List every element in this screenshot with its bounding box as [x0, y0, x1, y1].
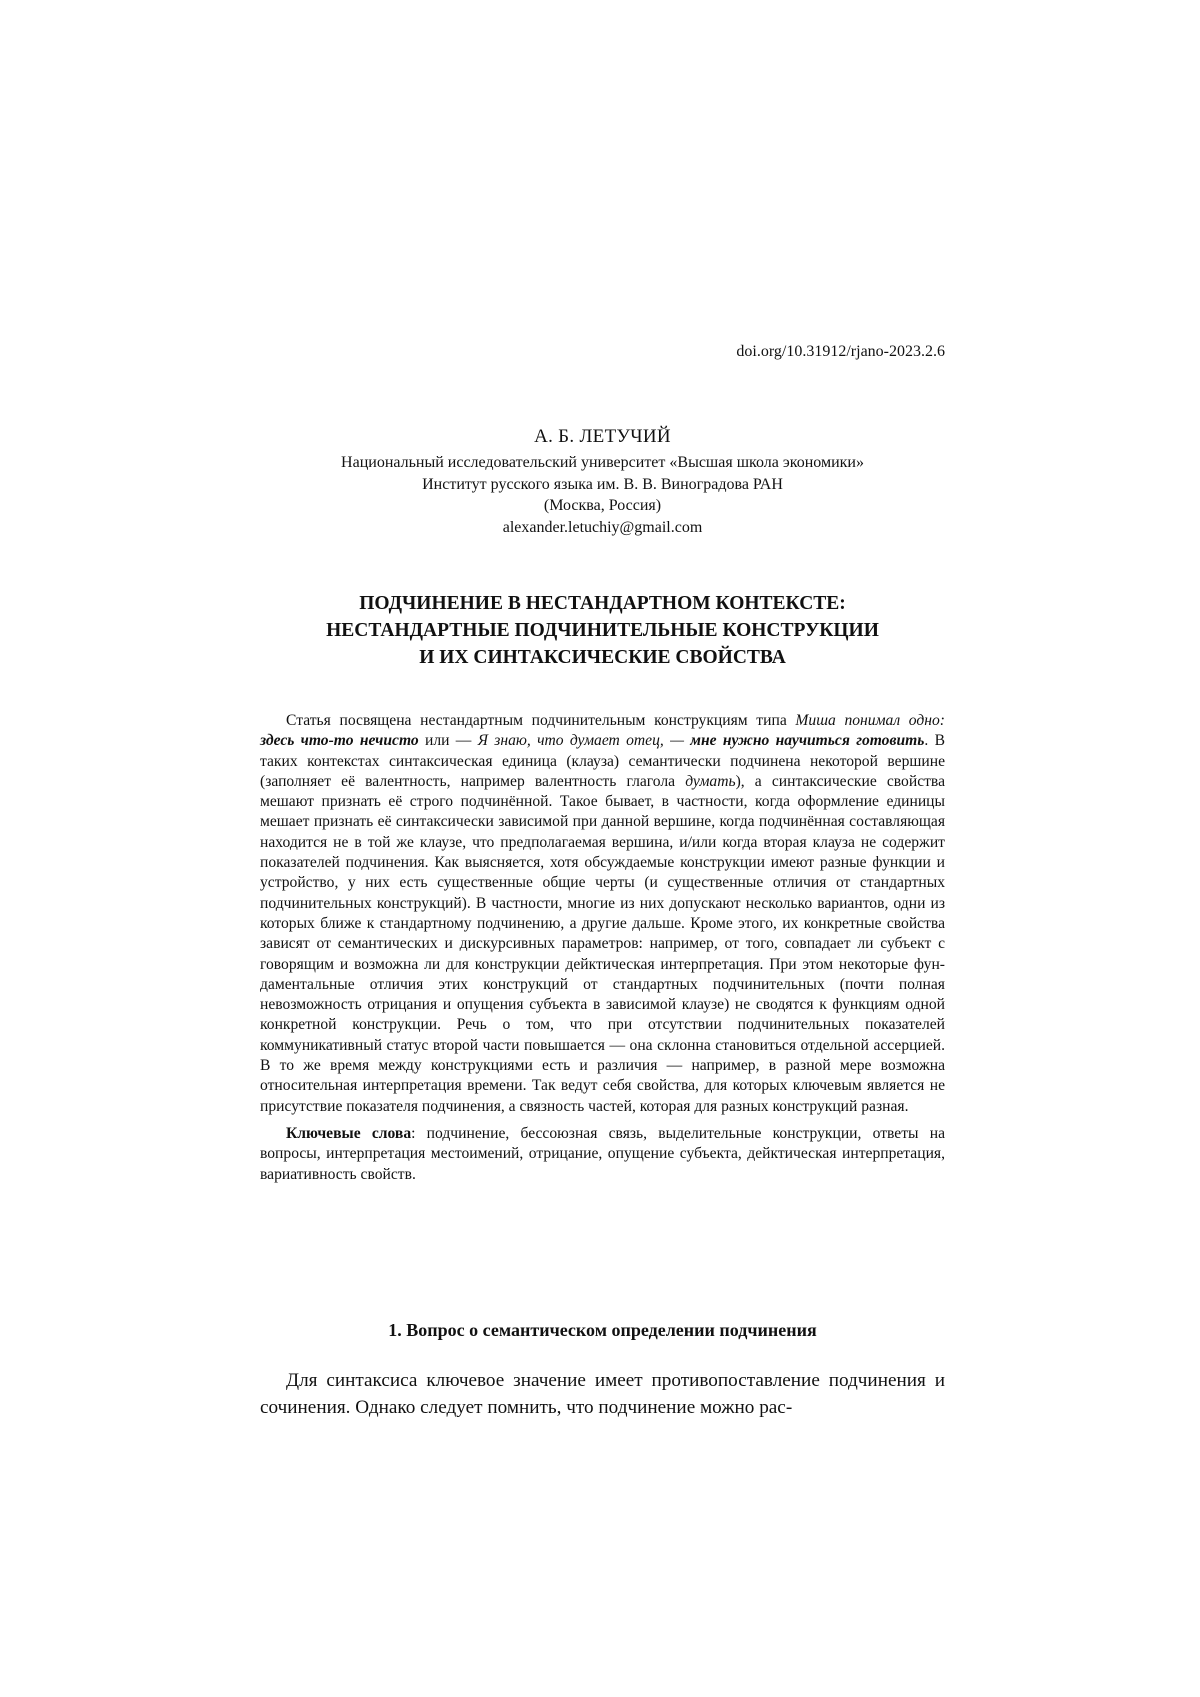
abstract-example-1: Миша понимал одно:	[795, 712, 945, 729]
title-line-3: И ИХ СИНТАКСИЧЕСКИЕ СВОЙСТВА	[419, 647, 786, 668]
doi-link[interactable]: doi.org/10.31912/rjano-2023.2.6	[736, 343, 945, 360]
author-email[interactable]: alexander.letuchiy@gmail.com	[502, 518, 703, 536]
abstract-example-2-emphasis: мне нужно научиться готовить	[690, 732, 925, 750]
abstract-text-4: ), а синтаксические свойства мешают признать её строго подчинённой. Такое бывает, в частности, когда оформление единицы мешает признать её синтаксически зависимой при данной вершине, когда подчинённая составляющая находится не в той же клаузе, что предполагаемая вершина, и/или когда вторая клауза не содержит показателей подчинения. Как выясняется, хотя обсуждаемые конструкции имеют разные функции и устройство, у них есть существенные общие черты (и существенные отличия от стандартных подчинительных конструкций). В частности, многие из них допускают несколько вариантов, одни из которых ближе к стандартному подчинению, а другие дальше. Кроме этого, их конкретные свойства зависят от семантических и дискурсивных параметров: например, от того, совпадает ли субъект с говорящим и возможна ли для конструкции дейктическая интерпретация. При этом некоторые фундаментальные отличия этих конструкций от стандартных подчинительных (почти полная невозможность отрицания и опущения субъекта в зависимой клаузе) не сводятся к функциям одной конкретной конструкции. Речь о том, что при отсутствии подчинительных показателей коммуникативный статус второй части повышается — она склонна становиться отдельной ассерцией. В то же время между конструкциями есть и различия — например, в разной мере возможна относительная интерпретация времени. Так ведут себя свойства, для которых ключевым является не присутствие показателя подчинения, а связность частей, которая для разных конструкций разная.	[260, 772, 946, 1115]
abstract-example-verb: думать	[685, 772, 736, 790]
title-line-1: ПОДЧИНЕНИЕ В НЕСТАНДАРТНОМ КОНТЕКСТЕ:	[359, 593, 846, 614]
keywords	[260, 1124, 945, 1185]
author-block	[260, 425, 945, 538]
abstract-example-1-emphasis: здесь что-то нечисто	[260, 732, 419, 750]
title-line-2: НЕСТАНДАРТНЫЕ ПОДЧИНИТЕЛЬНЫЕ КОНСТРУКЦИИ	[326, 620, 879, 641]
abstract-example-2: Я знаю, что думает отец, —	[477, 732, 691, 750]
abstract-text-1: Статья посвящена нестандартным подчинительным конструкциям типа	[286, 712, 796, 729]
author-location: (Москва, Россия)	[543, 497, 662, 514]
section-1-paragraph: Для синтаксиса ключевое значение имеет противопоставление подчинения и сочинения. Однако следует помнить, что подчинение можно рас-	[260, 1370, 945, 1418]
affiliation-institute: Институт русского языка им. В. В. Виноградова РАН	[422, 475, 783, 493]
section-1-heading: 1. Вопрос о семантическом определении подчинения	[388, 1320, 817, 1340]
author-name: А. Б. ЛЕТУЧИЙ	[534, 426, 671, 447]
abstract	[260, 711, 945, 1185]
affiliation-university: Национальный исследовательский университет «Высшая школа экономики»	[341, 454, 864, 471]
abstract-text-2: или —	[418, 732, 478, 750]
section-1-body	[260, 1367, 945, 1421]
article-title	[260, 590, 945, 671]
keywords-list: : подчинение, бессоюзная связь, выделительные конструкции, ответы на вопросы, интерпретация местоимений, отрицание, опущение субъекта, дейктическая интерпретация, вариативность свойств.	[260, 1124, 945, 1183]
keywords-label: Ключевые слова	[286, 1124, 412, 1142]
abstract-paragraph	[260, 711, 945, 1117]
abstract-text-3: . В таких контекстах синтаксическая единица (клауза) семантически подчинена некоторой вершине (заполняет её валентность, например валентность глагола	[260, 732, 945, 790]
